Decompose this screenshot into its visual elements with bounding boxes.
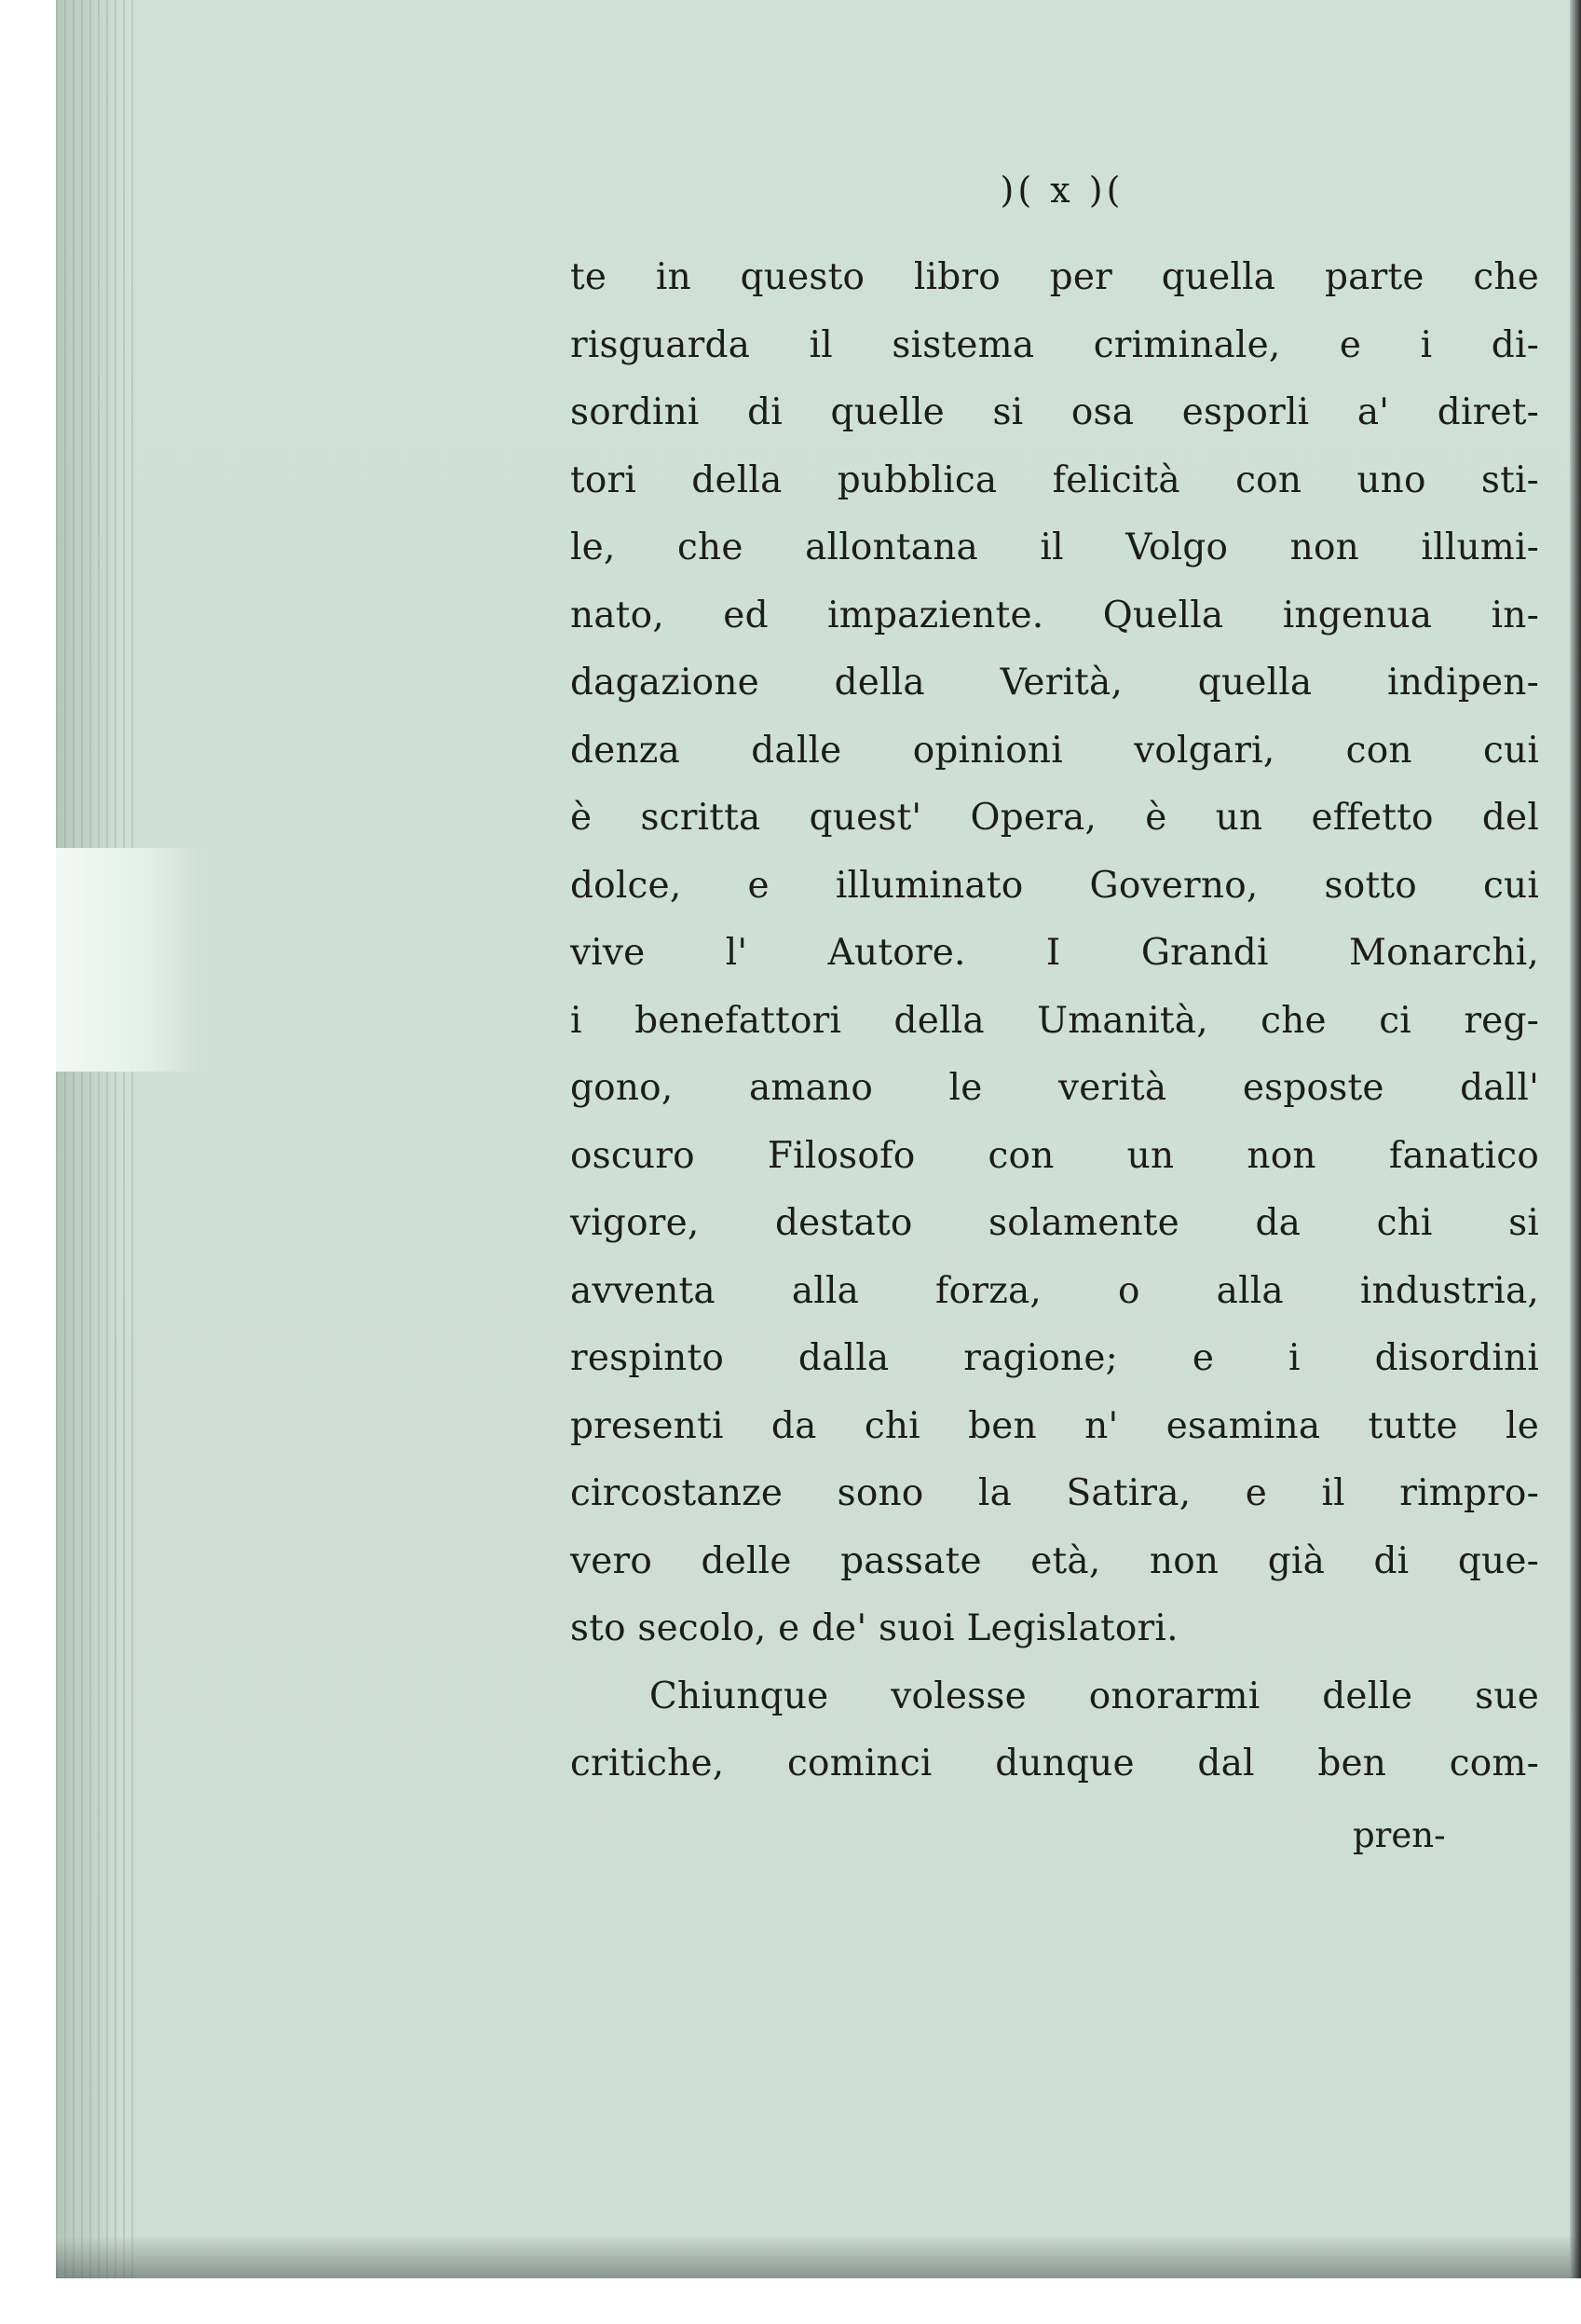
text-line: è scritta quest' Opera, è un effetto del bbox=[570, 797, 1539, 839]
text-line: sto secolo, e de' suoi Legislatori. bbox=[570, 1607, 1179, 1649]
running-head: )( x )( bbox=[1000, 170, 1124, 211]
text-line: avventa alla forza, o alla industria, bbox=[570, 1269, 1539, 1312]
paper-damage-strip bbox=[56, 848, 205, 1072]
text-line: oscuro Filosofo con un non fanatico bbox=[570, 1134, 1539, 1177]
page-right-edge bbox=[1570, 0, 1581, 2278]
text-line: critiche, cominci dunque dal ben com- bbox=[570, 1743, 1539, 1784]
catchword: pren- bbox=[1353, 1815, 1446, 1855]
page-bottom-edge bbox=[56, 2236, 1581, 2278]
page-gutter-edge bbox=[56, 0, 140, 2278]
text-line: circostanze sono la Satira, e il rimpro- bbox=[570, 1472, 1539, 1514]
text-line: vigore, destato solamente da chi si bbox=[570, 1202, 1539, 1244]
text-line: gono, amano le verità esposte dall' bbox=[570, 1067, 1539, 1109]
text-line: risguarda il sistema criminale, e i di- bbox=[570, 323, 1539, 366]
text-line: i benefattori della Umanità, che ci reg- bbox=[570, 999, 1539, 1042]
text-line: dagazione della Verità, quella indipen- bbox=[570, 662, 1539, 704]
text-line: sordini di quelle si osa esporli a' diret- bbox=[570, 391, 1539, 433]
body-text bbox=[570, 244, 1539, 1798]
text-line: le, che allontana il Volgo non illumi- bbox=[570, 526, 1539, 568]
text-line: tori della pubblica felicità con uno sti- bbox=[570, 458, 1539, 501]
text-line: presenti da chi ben n' esamina tutte le bbox=[570, 1404, 1539, 1447]
text-line: dolce, e illuminato Governo, sotto cui bbox=[570, 864, 1539, 907]
text-line: denza dalle opinioni volgari, con cui bbox=[570, 729, 1539, 772]
text-line: vero delle passate età, non già di que- bbox=[570, 1539, 1539, 1582]
text-line: respinto dalla ragione; e i disordini bbox=[570, 1337, 1539, 1379]
text-line: te in questo libro per quella parte che bbox=[570, 256, 1539, 298]
text-line: nato, ed impaziente. Quella ingenua in- bbox=[570, 594, 1539, 636]
text-line: vive l' Autore. I Grandi Monarchi, bbox=[570, 932, 1539, 974]
paragraph-start-line: Chiunque volesse onorarmi delle sue bbox=[649, 1675, 1539, 1717]
